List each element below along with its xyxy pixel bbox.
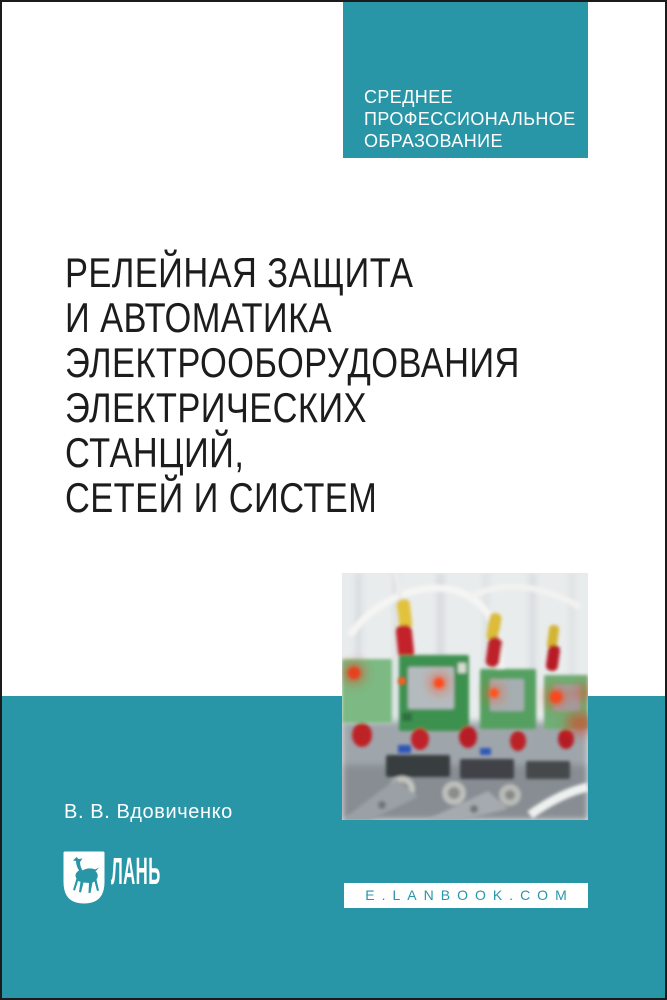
- author-name: В. В. Вдовиченко: [64, 801, 233, 823]
- deer-shield-icon: [62, 851, 106, 905]
- title-line-6: СЕТЕЙ И СИСТЕМ: [65, 474, 378, 521]
- title-line-1: РЕЛЕЙНАЯ ЗАЩИТА: [65, 249, 414, 296]
- edu-banner-line-2: ПРОФЕССИОНАЛЬНОЕ: [364, 109, 576, 129]
- title-line-4: ЭЛЕКТРИЧЕСКИХ: [65, 384, 367, 431]
- edu-banner-line-3: ОБРАЗОВАНИЕ: [364, 131, 503, 151]
- title-line-5: СТАНЦИЙ,: [65, 429, 245, 476]
- edu-banner: [343, 0, 588, 158]
- book-title: [65, 250, 520, 520]
- title-line-2: И АВТОМАТИКА: [65, 294, 332, 341]
- cover-photo: [342, 573, 588, 820]
- edu-banner-line-1: СРЕДНЕЕ: [364, 87, 454, 107]
- title-line-3: ЭЛЕКТРООБОРУДОВАНИЯ: [65, 339, 520, 386]
- publisher-name: ЛАНЬ: [111, 851, 161, 893]
- website-url: E.LANBOOK.COM: [365, 887, 574, 903]
- publisher-logo: [62, 851, 232, 907]
- website-box: [344, 883, 588, 908]
